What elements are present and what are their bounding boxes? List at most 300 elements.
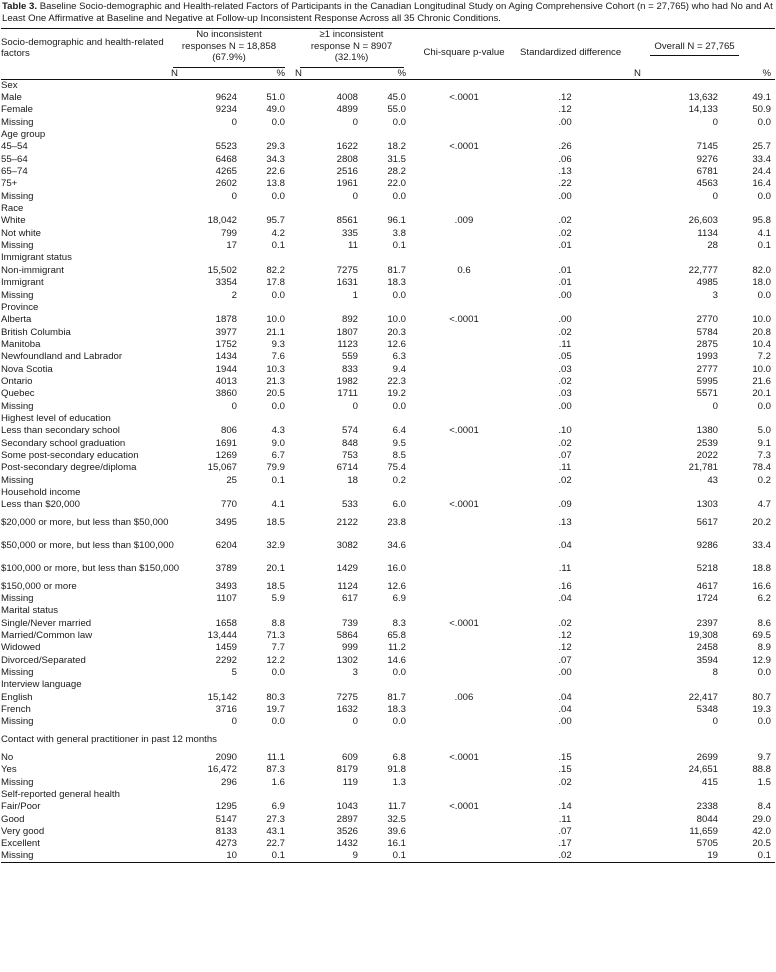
cell-chi-square — [412, 642, 516, 654]
cell-n-no-inconsistent: 1944 — [215, 363, 237, 375]
empty-cell — [516, 412, 614, 424]
cell-pct-inconsistent: 12.6 — [387, 338, 406, 350]
empty-cell — [358, 79, 412, 91]
cell-n-overall: 24,651 — [688, 764, 718, 776]
cell-n-overall: 0 — [712, 716, 718, 728]
cell-std-diff: .01 — [558, 277, 572, 289]
header-blank-sd — [516, 68, 614, 80]
cell-n-inconsistent: 1429 — [336, 563, 358, 575]
empty-cell — [167, 679, 237, 691]
cell-chi-square — [412, 351, 516, 363]
cell-n-inconsistent: 119 — [342, 776, 358, 788]
cell-n-no-inconsistent: 4013 — [215, 375, 237, 387]
cell-n-inconsistent: 1124 — [337, 580, 358, 592]
row-label: Very good — [1, 825, 45, 837]
header-chi-square — [412, 29, 516, 68]
table-row — [1, 215, 775, 227]
cell-n-overall: 4617 — [696, 580, 718, 592]
header-std-diff-text: Standardized difference — [520, 47, 622, 58]
empty-cell — [237, 301, 291, 313]
cell-chi-square: <.0001 — [449, 801, 479, 813]
cell-pct-no-inconsistent: 0.0 — [271, 667, 285, 679]
cell-n-no-inconsistent: 3495 — [215, 517, 237, 529]
cell-n-overall: 6781 — [696, 166, 718, 178]
empty-cell — [516, 128, 614, 140]
empty-cell — [718, 79, 775, 91]
group-header-row — [1, 412, 775, 424]
table-row — [1, 691, 775, 703]
cell-chi-square: .009 — [454, 215, 474, 227]
cell-std-diff: .02 — [558, 474, 572, 486]
empty-cell — [291, 788, 358, 800]
cell-pct-inconsistent: 20.3 — [387, 326, 406, 338]
empty-cell — [614, 202, 718, 214]
cell-n-overall: 415 — [701, 776, 718, 788]
cell-n-no-inconsistent: 3977 — [215, 326, 237, 338]
row-label: 55–64 — [1, 153, 28, 165]
cell-std-diff: .00 — [558, 400, 572, 412]
group-header-row — [1, 301, 775, 313]
row-label: Quebec — [1, 388, 35, 400]
table-row — [1, 654, 775, 666]
cell-n-overall: 4563 — [696, 178, 718, 190]
cell-chi-square: <.0001 — [449, 751, 479, 763]
empty-cell — [237, 486, 291, 498]
cell-pct-no-inconsistent: 10.0 — [266, 314, 285, 326]
cell-n-inconsistent: 533 — [341, 499, 358, 511]
cell-std-diff: .02 — [558, 850, 572, 862]
cell-std-diff: .04 — [558, 691, 572, 703]
cell-n-no-inconsistent: 5523 — [215, 141, 237, 153]
cell-chi-square — [412, 363, 516, 375]
empty-cell — [167, 605, 237, 617]
cell-chi-square — [412, 629, 516, 641]
cell-chi-square: <.0001 — [449, 314, 479, 326]
cell-chi-square — [412, 557, 516, 580]
cell-pct-overall: 49.1 — [752, 92, 772, 104]
cell-pct-overall: 4.1 — [757, 227, 772, 239]
empty-cell — [412, 79, 516, 91]
cell-chi-square — [412, 850, 516, 862]
cell-n-inconsistent: 1807 — [336, 326, 358, 338]
cell-chi-square: <.0001 — [449, 92, 479, 104]
cell-std-diff: .00 — [558, 716, 572, 728]
cell-n-inconsistent: 8561 — [336, 215, 358, 227]
cell-pct-no-inconsistent: 10.3 — [266, 363, 285, 375]
cell-n-inconsistent: 335 — [341, 227, 358, 239]
cell-std-diff: .02 — [558, 227, 572, 239]
row-label: British Columbia — [1, 326, 71, 338]
cell-n-inconsistent: 0 — [352, 400, 358, 412]
cell-chi-square — [412, 666, 516, 678]
cell-pct-overall: 5.0 — [757, 425, 772, 437]
cell-n-overall: 2458 — [696, 642, 718, 654]
empty-cell — [516, 202, 614, 214]
cell-pct-inconsistent: 9.5 — [392, 437, 406, 449]
cell-n-inconsistent: 6714 — [336, 462, 358, 474]
cell-n-no-inconsistent: 0 — [231, 400, 237, 412]
header-factor: Socio-demographic and health-related factors — [1, 36, 164, 60]
cell-pct-inconsistent: 6.8 — [392, 751, 406, 763]
header-blank-chi — [412, 68, 516, 80]
cell-n-inconsistent: 0 — [352, 116, 358, 128]
cell-pct-inconsistent: 0.0 — [392, 289, 406, 301]
cell-std-diff: .09 — [558, 499, 572, 511]
row-label: Nova Scotia — [1, 363, 53, 375]
cell-n-overall: 9286 — [696, 540, 718, 552]
table-row — [1, 474, 775, 486]
cell-n-inconsistent: 739 — [341, 617, 358, 629]
cell-n-no-inconsistent: 3493 — [215, 580, 237, 592]
cell-n-overall: 4985 — [696, 277, 718, 289]
cell-std-diff: .03 — [558, 363, 572, 375]
row-label: 75+ — [1, 178, 18, 190]
table-row — [1, 499, 775, 511]
cell-n-no-inconsistent: 1107 — [216, 593, 237, 605]
row-label: White — [1, 215, 26, 227]
row-label: Male — [1, 92, 22, 104]
cell-n-overall: 5218 — [696, 563, 718, 575]
empty-cell — [516, 605, 614, 617]
cell-pct-inconsistent: 18.2 — [387, 141, 406, 153]
cell-n-inconsistent: 574 — [341, 425, 358, 437]
cell-pct-inconsistent: 1.3 — [392, 776, 406, 788]
cell-std-diff: .00 — [558, 289, 572, 301]
cell-std-diff: .04 — [558, 593, 572, 605]
cell-pct-inconsistent: 8.3 — [392, 617, 406, 629]
empty-cell — [167, 202, 237, 214]
cell-std-diff: .02 — [558, 326, 572, 338]
cell-pct-inconsistent: 65.8 — [387, 630, 406, 642]
row-label: No — [1, 751, 14, 763]
group-header-row — [1, 679, 775, 691]
cell-n-overall: 13,632 — [688, 92, 718, 104]
cell-n-inconsistent: 2808 — [336, 153, 358, 165]
group-header-row — [1, 252, 775, 264]
table-row — [1, 400, 775, 412]
table-row — [1, 825, 775, 837]
cell-pct-inconsistent: 8.5 — [392, 449, 406, 461]
row-label: Secondary school graduation — [1, 437, 126, 449]
cell-pct-no-inconsistent: 0.0 — [271, 116, 285, 128]
cell-pct-inconsistent: 0.0 — [392, 116, 406, 128]
cell-n-no-inconsistent: 18,042 — [207, 215, 237, 227]
row-label: $150,000 or more — [1, 580, 77, 592]
header-std-diff — [516, 29, 622, 68]
cell-pct-no-inconsistent: 17.8 — [266, 277, 285, 289]
cell-std-diff: .15 — [558, 751, 572, 763]
table-row — [1, 351, 775, 363]
cell-n-no-inconsistent: 15,502 — [207, 264, 237, 276]
cell-n-overall: 2397 — [696, 617, 718, 629]
cell-std-diff: .11 — [558, 563, 572, 575]
table-row — [1, 116, 775, 128]
cell-chi-square — [412, 580, 516, 592]
cell-n-no-inconsistent: 10 — [226, 850, 237, 862]
cell-pct-inconsistent: 32.5 — [387, 813, 406, 825]
group-label: Household income — [1, 487, 81, 499]
empty-cell — [614, 728, 718, 751]
cell-pct-inconsistent: 0.0 — [392, 190, 406, 202]
cell-std-diff: .03 — [558, 388, 572, 400]
table-row — [1, 178, 775, 190]
cell-pct-overall: 21.6 — [752, 375, 772, 387]
empty-cell — [614, 252, 718, 264]
cell-pct-inconsistent: 6.4 — [392, 425, 406, 437]
cell-pct-overall: 25.7 — [752, 141, 772, 153]
row-label: 65–74 — [1, 166, 28, 178]
group-header-row — [1, 728, 775, 751]
cell-n-no-inconsistent: 296 — [220, 776, 237, 788]
cell-pct-no-inconsistent: 11.1 — [267, 751, 285, 763]
cell-n-no-inconsistent: 6204 — [215, 540, 237, 552]
header-n-col2: N — [291, 68, 358, 80]
empty-cell — [412, 605, 516, 617]
cell-pct-overall: 88.8 — [752, 764, 772, 776]
cell-pct-overall: 0.0 — [757, 289, 772, 301]
cell-n-no-inconsistent: 4265 — [215, 166, 237, 178]
header-inconsistent — [291, 29, 412, 68]
cell-pct-no-inconsistent: 80.3 — [266, 691, 285, 703]
cell-chi-square: .006 — [454, 691, 474, 703]
empty-cell — [237, 679, 291, 691]
cell-std-diff: .00 — [558, 667, 572, 679]
cell-n-inconsistent: 892 — [341, 314, 358, 326]
cell-std-diff: .07 — [558, 654, 572, 666]
cell-n-overall: 0 — [712, 190, 718, 202]
cell-pct-inconsistent: 55.0 — [387, 104, 406, 116]
cell-n-inconsistent: 559 — [341, 351, 358, 363]
cell-n-no-inconsistent: 0 — [231, 190, 237, 202]
cell-pct-overall: 20.8 — [752, 326, 772, 338]
cell-pct-overall: 8.6 — [757, 617, 772, 629]
cell-chi-square — [412, 474, 516, 486]
empty-cell — [412, 252, 516, 264]
empty-cell — [516, 679, 614, 691]
cell-n-inconsistent: 3082 — [336, 540, 358, 552]
cell-pct-inconsistent: 34.6 — [387, 540, 406, 552]
group-label: Highest level of education — [1, 412, 111, 424]
cell-std-diff: .04 — [558, 540, 572, 552]
cell-n-overall: 2539 — [696, 437, 718, 449]
cell-chi-square — [412, 116, 516, 128]
cell-n-no-inconsistent: 1752 — [215, 338, 237, 350]
cell-pct-no-inconsistent: 8.8 — [271, 617, 285, 629]
cell-n-no-inconsistent: 1434 — [215, 351, 237, 363]
row-label: Missing — [1, 240, 34, 252]
cell-pct-inconsistent: 0.0 — [392, 716, 406, 728]
cell-pct-overall: 95.8 — [752, 215, 772, 227]
table-row — [1, 388, 775, 400]
cell-pct-inconsistent: 39.6 — [387, 825, 406, 837]
cell-pct-no-inconsistent: 0.0 — [271, 716, 285, 728]
cell-n-inconsistent: 1631 — [336, 277, 358, 289]
cell-n-inconsistent: 2516 — [336, 166, 358, 178]
row-label: Manitoba — [1, 338, 41, 350]
empty-cell — [718, 202, 775, 214]
empty-cell — [358, 788, 412, 800]
caption-label: Table 3. — [2, 1, 38, 12]
cell-pct-no-inconsistent: 18.5 — [266, 517, 285, 529]
cell-n-inconsistent: 848 — [341, 437, 358, 449]
row-label: Some post-secondary education — [1, 449, 139, 461]
cell-n-inconsistent: 833 — [341, 363, 358, 375]
cell-pct-overall: 0.2 — [757, 474, 772, 486]
row-label: Widowed — [1, 642, 41, 654]
cell-chi-square — [412, 592, 516, 604]
cell-n-no-inconsistent: 25 — [226, 474, 237, 486]
cell-n-inconsistent: 8179 — [336, 764, 358, 776]
table-row — [1, 314, 775, 326]
table-row — [1, 580, 775, 592]
group-header-row — [1, 79, 775, 91]
cell-pct-overall: 6.2 — [757, 593, 772, 605]
table-row — [1, 764, 775, 776]
empty-cell — [291, 301, 358, 313]
cell-chi-square — [412, 326, 516, 338]
empty-cell — [412, 728, 516, 751]
empty-cell — [358, 301, 412, 313]
cell-std-diff: .02 — [558, 617, 572, 629]
cell-chi-square — [412, 838, 516, 850]
cell-n-inconsistent: 11 — [348, 240, 358, 252]
cell-n-overall: 5705 — [696, 838, 718, 850]
table-row — [1, 104, 775, 116]
cell-pct-inconsistent: 23.8 — [387, 517, 406, 529]
cell-pct-inconsistent: 96.1 — [387, 215, 406, 227]
empty-cell — [237, 128, 291, 140]
cell-pct-no-inconsistent: 95.7 — [266, 215, 285, 227]
cell-std-diff: .04 — [558, 704, 572, 716]
row-label: Good — [1, 813, 25, 825]
cell-n-overall: 1380 — [696, 425, 718, 437]
cell-std-diff: .22 — [558, 178, 572, 190]
cell-n-inconsistent: 4008 — [336, 92, 358, 104]
cell-pct-overall: 29.0 — [752, 813, 772, 825]
table-row — [1, 326, 775, 338]
cell-pct-no-inconsistent: 7.7 — [271, 642, 285, 654]
cell-pct-overall: 0.0 — [757, 667, 772, 679]
empty-cell — [358, 728, 412, 751]
table-row — [1, 425, 775, 437]
row-label: $50,000 or more, but less than $100,000 — [1, 540, 174, 552]
empty-cell — [237, 605, 291, 617]
empty-cell — [412, 128, 516, 140]
cell-n-no-inconsistent: 806 — [220, 425, 237, 437]
cell-pct-no-inconsistent: 7.6 — [271, 351, 285, 363]
cell-pct-overall: 82.0 — [752, 264, 772, 276]
cell-n-no-inconsistent: 2292 — [215, 654, 237, 666]
cell-pct-no-inconsistent: 9.3 — [271, 338, 285, 350]
cell-chi-square — [412, 703, 516, 715]
row-label: Missing — [1, 850, 34, 862]
empty-cell — [718, 605, 775, 617]
cell-chi-square — [412, 534, 516, 557]
cell-n-overall: 3594 — [696, 654, 718, 666]
cell-pct-inconsistent: 0.2 — [392, 474, 406, 486]
empty-cell — [291, 486, 358, 498]
empty-cell — [718, 728, 775, 751]
empty-cell — [358, 412, 412, 424]
empty-cell — [516, 728, 614, 751]
cell-n-inconsistent: 5864 — [336, 630, 358, 642]
cell-chi-square — [412, 239, 516, 251]
group-label: Interview language — [1, 679, 82, 691]
cell-std-diff: .00 — [558, 116, 572, 128]
caption-text: Baseline Socio-demographic and Health-related Factors of Participants in the Canadian Longitudinal Study on Aging Comprehensive Cohort (n = 27,765) who had No and At Least One Affirmative at Baseline and Negative at Follow-up Inconsistent Response Across all 35 Chronic Conditions. — [2, 1, 773, 24]
cell-n-overall: 1134 — [697, 227, 718, 239]
cell-pct-inconsistent: 0.1 — [392, 850, 406, 862]
empty-cell — [167, 788, 237, 800]
cell-pct-inconsistent: 18.3 — [387, 277, 406, 289]
row-label: Immigrant — [1, 277, 44, 289]
cell-pct-overall: 9.7 — [757, 751, 772, 763]
cell-n-inconsistent: 999 — [341, 642, 358, 654]
table-caption — [0, 0, 776, 25]
cell-n-overall: 21,781 — [688, 462, 718, 474]
row-label: Single/Never married — [1, 617, 92, 629]
cell-std-diff: .02 — [558, 776, 572, 788]
cell-pct-no-inconsistent: 82.2 — [266, 264, 285, 276]
row-label: Not white — [1, 227, 41, 239]
empty-cell — [167, 252, 237, 264]
cell-chi-square: <.0001 — [449, 425, 479, 437]
cell-pct-overall: 0.1 — [757, 850, 772, 862]
cell-chi-square — [412, 227, 516, 239]
empty-cell — [718, 412, 775, 424]
cell-pct-overall: 20.5 — [752, 838, 772, 850]
cell-n-overall: 1724 — [696, 593, 718, 605]
cell-pct-no-inconsistent: 51.0 — [266, 92, 285, 104]
cell-pct-no-inconsistent: 0.1 — [271, 240, 285, 252]
cell-pct-inconsistent: 19.2 — [387, 388, 406, 400]
table-row — [1, 227, 775, 239]
cell-pct-overall: 33.4 — [752, 153, 772, 165]
empty-cell — [358, 202, 412, 214]
cell-chi-square — [412, 776, 516, 788]
cell-n-no-inconsistent: 2602 — [215, 178, 237, 190]
cell-std-diff: .11 — [558, 462, 572, 474]
cell-n-inconsistent: 2897 — [336, 813, 358, 825]
cell-n-no-inconsistent: 1878 — [215, 314, 237, 326]
cell-pct-overall: 1.5 — [757, 776, 772, 788]
row-label: Missing — [1, 776, 34, 788]
cell-n-overall: 3 — [712, 289, 718, 301]
empty-cell — [291, 412, 358, 424]
cell-chi-square — [412, 462, 516, 474]
cell-pct-overall: 0.0 — [757, 190, 772, 202]
cell-pct-inconsistent: 12.6 — [387, 580, 406, 592]
cell-n-inconsistent: 753 — [341, 449, 358, 461]
row-label: Missing — [1, 474, 34, 486]
cell-chi-square: <.0001 — [449, 141, 479, 153]
cell-chi-square — [412, 764, 516, 776]
table-row — [1, 190, 775, 202]
group-label: Province — [1, 301, 39, 313]
cell-n-inconsistent: 7275 — [336, 691, 358, 703]
cell-pct-overall: 0.0 — [757, 716, 772, 728]
empty-cell — [291, 728, 358, 751]
table-row — [1, 91, 775, 103]
table-row — [1, 534, 775, 557]
row-label: French — [1, 704, 31, 716]
row-label: Missing — [1, 400, 34, 412]
table-row — [1, 850, 775, 862]
row-label: $20,000 or more, but less than $50,000 — [1, 517, 169, 529]
cell-pct-overall: 7.3 — [757, 449, 772, 461]
cell-std-diff: .13 — [558, 166, 572, 178]
cell-std-diff: .15 — [558, 764, 572, 776]
